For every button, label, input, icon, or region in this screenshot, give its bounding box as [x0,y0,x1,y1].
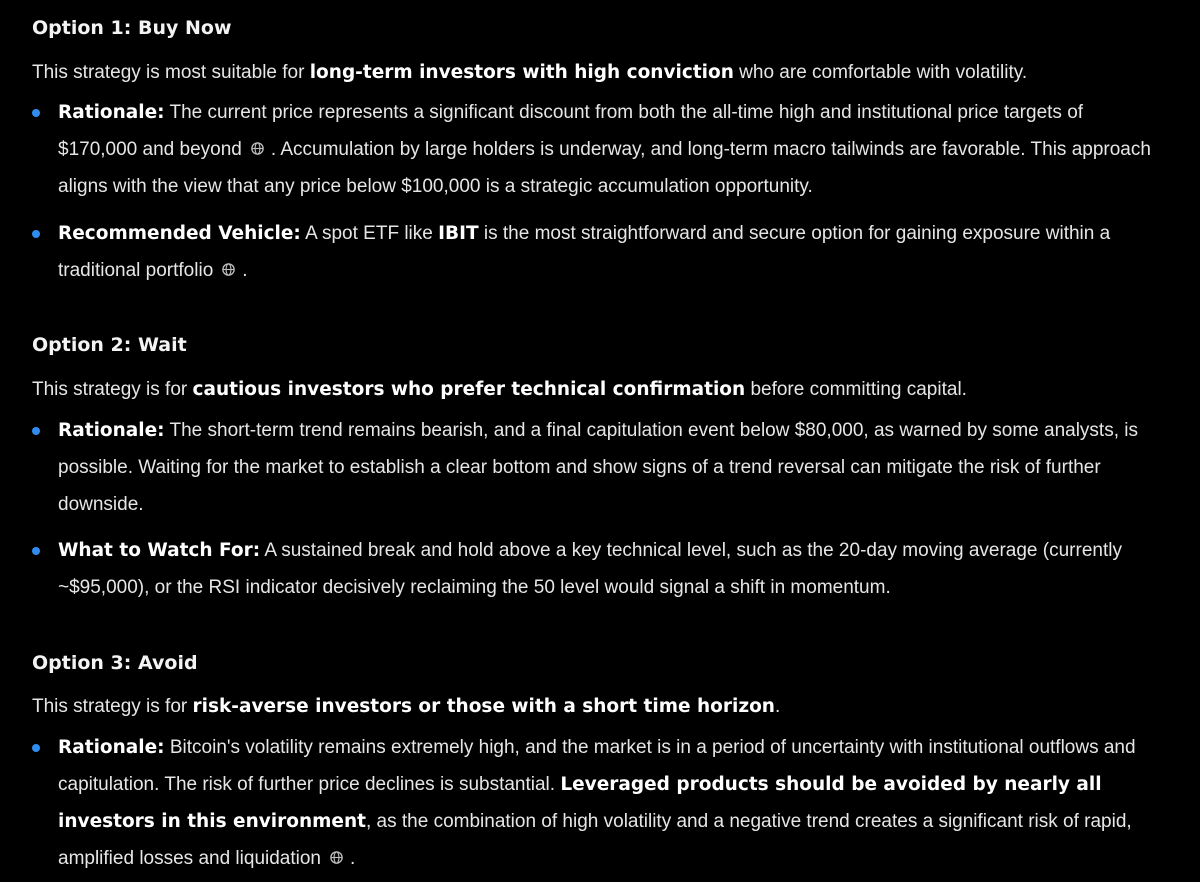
intro-emphasis: long-term investors with high conviction [309,62,734,83]
bullet-label: Rationale: [58,102,165,123]
section-heading-option-1: Option 1: Buy Now [32,17,232,39]
section-heading-option-3: Option 3: Avoid [32,652,198,674]
section-intro-option-2: This strategy is for cautious investors who prefer technical confirmation before committing capital. [32,379,967,400]
bullet-emphasis: Leveraged products should be avoided by nearly all investors in this environment [58,774,1102,832]
section-intro-option-3: This strategy is for risk-averse investors or those with a short time horizon. [32,696,781,717]
intro-emphasis: risk-averse investors or those with a short time horizon [192,696,775,717]
globe-icon[interactable] [221,262,236,277]
bullet-dot [32,547,40,555]
bullet-label: Rationale: [58,420,165,441]
section-intro-option-1: This strategy is most suitable for long-term investors with high conviction who are comfortable with volatility. [32,62,1028,83]
bullet-dot [32,744,40,752]
bullet-dot [32,427,40,435]
bullet-item: Recommended Vehicle: A spot ETF like IBIT is the most straightforward and secure option for gaining exposure within a traditional portfolio . [32,215,1158,289]
bullet-item: Rationale: The current price represents a significant discount from both the all-time high and institutional price targets of $170,000 and beyond . Accumulation by large holders is underway, and long-term macro tailwinds are favorable. This approach aligns with the view that any price below $100,000 is a strategic accumulation opportunity. [32,94,1158,205]
bullet-label: Rationale: [58,737,165,758]
intro-emphasis: cautious investors who prefer technical confirmation [192,379,746,400]
bullet-dot [32,230,40,238]
bullet-item: Rationale: The short-term trend remains bearish, and a final capitulation event below $80,000, as warned by some analysts, is possible. Waiting for the market to establish a clear bottom and show signs of a trend reversal can mitigate the risk of further downside. [32,412,1168,523]
globe-icon[interactable] [329,850,344,865]
globe-icon[interactable] [250,141,265,156]
bullet-dot [32,109,40,117]
section-heading-option-2: Option 2: Wait [32,334,187,356]
bullet-label: Recommended Vehicle: [58,223,301,244]
bullet-item: What to Watch For: A sustained break and hold above a key technical level, such as the 20-day moving average (currently ~$95,000), or the RSI indicator decisively reclaiming the 50 level would signal a shift in momentum. [32,532,1148,606]
bullet-item: Rationale: Bitcoin's volatility remains extremely high, and the market is in a period of uncertainty with institutional outflows and capitulation. The risk of further price declines is substantial. Leveraged products should be avoided by nearly all investors in this environment, as the combination of high volatility and a negative trend creates a significant risk of rapid, amplified losses and liquidation . [32,729,1183,877]
bullet-emphasis: IBIT [438,223,479,244]
bullet-label: What to Watch For: [58,540,261,561]
